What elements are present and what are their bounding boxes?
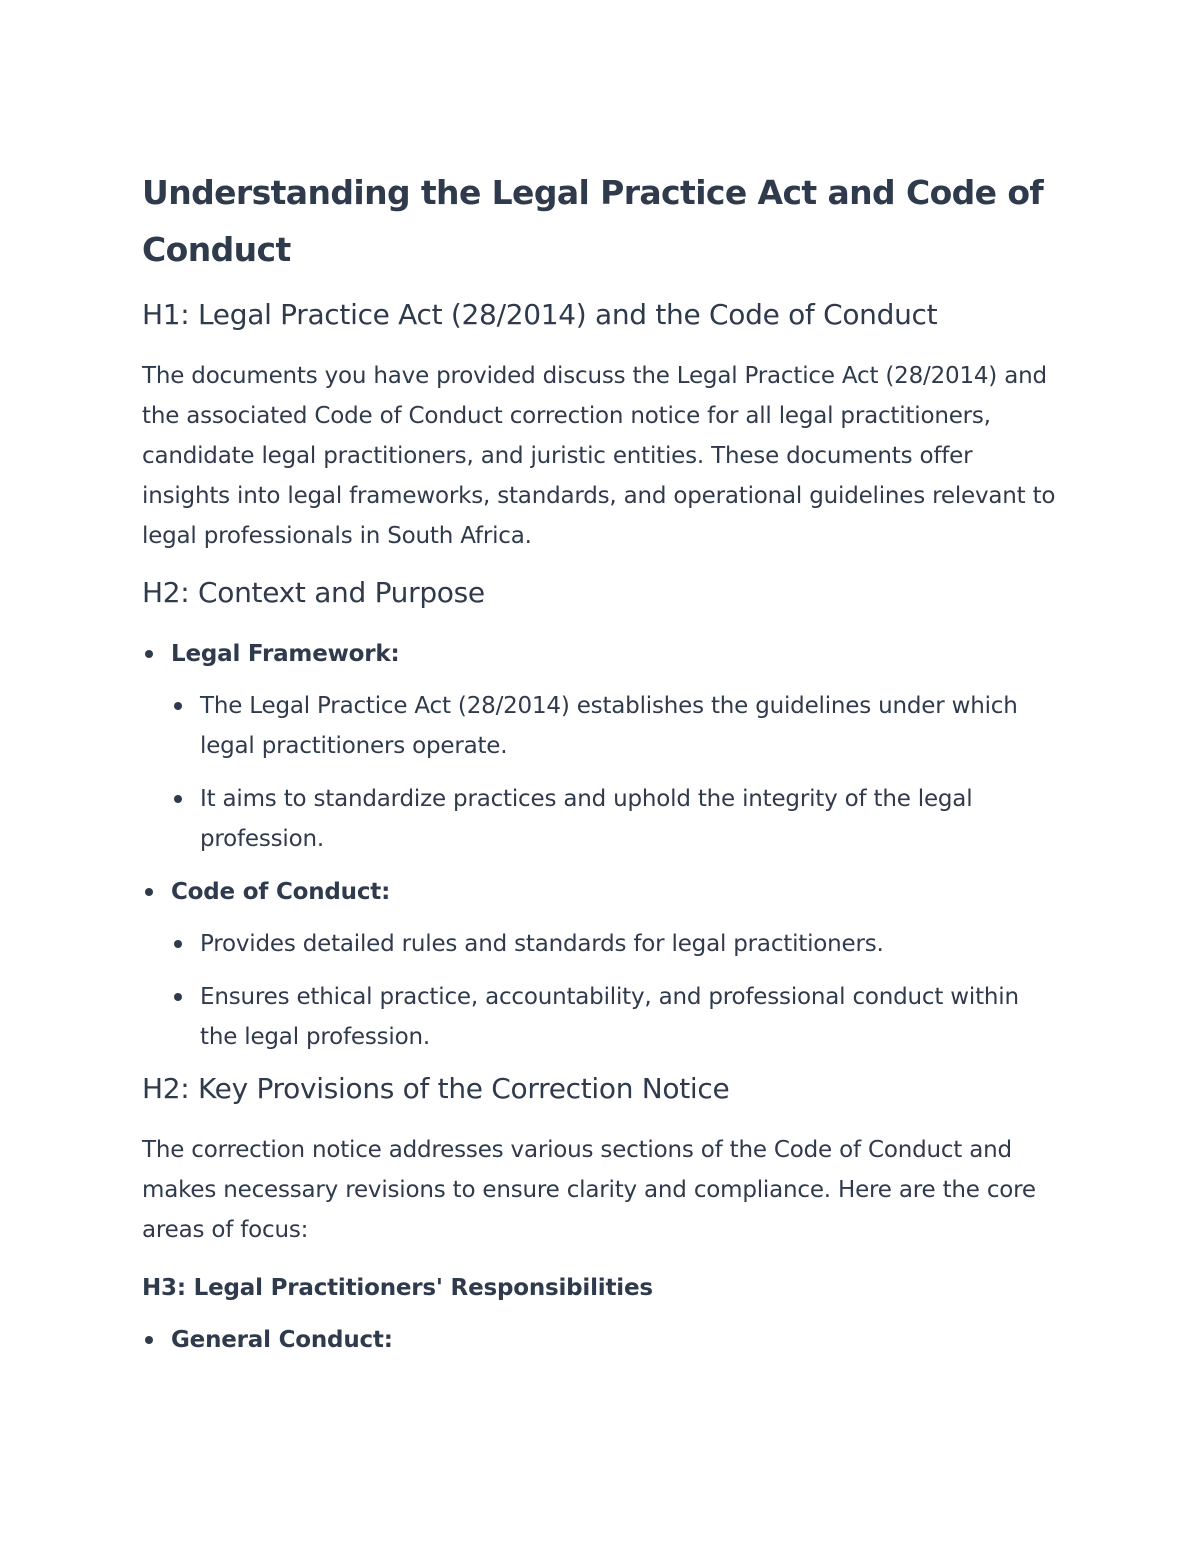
bullet-icon xyxy=(174,993,182,1001)
document-page xyxy=(142,164,1062,1372)
sublist-item-text: Provides detailed rules and standards for legal practitioners. xyxy=(200,931,884,957)
heading-practitioners-responsibilities: H3: Legal Practitioners' Responsibilities xyxy=(142,1275,653,1301)
list-item-label: Code of Conduct: xyxy=(171,879,391,905)
bullet-icon xyxy=(145,888,153,896)
list-item-label: General Conduct: xyxy=(171,1327,393,1353)
sublist-item-text: The Legal Practice Act (28/2014) establishes the guidelines under which legal practitioners operate. xyxy=(200,693,1018,759)
bullet-icon xyxy=(174,702,182,710)
bullet-icon xyxy=(174,940,182,948)
sublist-item xyxy=(171,924,1062,964)
responsibilities-list xyxy=(142,1320,1062,1360)
heading-legal-practice-act: H1: Legal Practice Act (28/2014) and the Code of Conduct xyxy=(142,298,938,331)
list-item-general-conduct xyxy=(142,1320,1062,1360)
bullet-icon xyxy=(145,1336,153,1344)
bullet-icon xyxy=(174,795,182,803)
document-title: Understanding the Legal Practice Act and Code of Conduct xyxy=(142,173,1044,269)
legal-framework-sublist xyxy=(171,686,1062,859)
heading-context-purpose: H2: Context and Purpose xyxy=(142,576,485,609)
bullet-icon xyxy=(145,650,153,658)
heading-key-provisions: H2: Key Provisions of the Correction Notice xyxy=(142,1072,730,1105)
provisions-paragraph: The correction notice addresses various sections of the Code of Conduct and makes necessary revisions to ensure clarity and compliance. Here are the core areas of focus: xyxy=(142,1137,1036,1243)
intro-paragraph: The documents you have provided discuss the Legal Practice Act (28/2014) and the associated Code of Conduct correction notice for all legal practitioners, candidate legal practitioners, and juristic entities. These documents offer insights into legal frameworks, standards, and operational guidelines relevant to legal professionals in South Africa. xyxy=(142,363,1056,549)
sublist-item xyxy=(171,779,1062,859)
list-item-legal-framework xyxy=(142,634,1062,859)
code-of-conduct-sublist xyxy=(171,924,1062,1057)
list-item-code-of-conduct xyxy=(142,872,1062,1057)
sublist-item xyxy=(171,686,1062,766)
context-list xyxy=(142,634,1062,1057)
list-item-label: Legal Framework: xyxy=(171,641,400,667)
sublist-item-text: It aims to standardize practices and uphold the integrity of the legal profession. xyxy=(200,786,973,852)
sublist-item-text: Ensures ethical practice, accountability, and professional conduct within the legal profession. xyxy=(200,984,1019,1050)
sublist-item xyxy=(171,977,1062,1057)
